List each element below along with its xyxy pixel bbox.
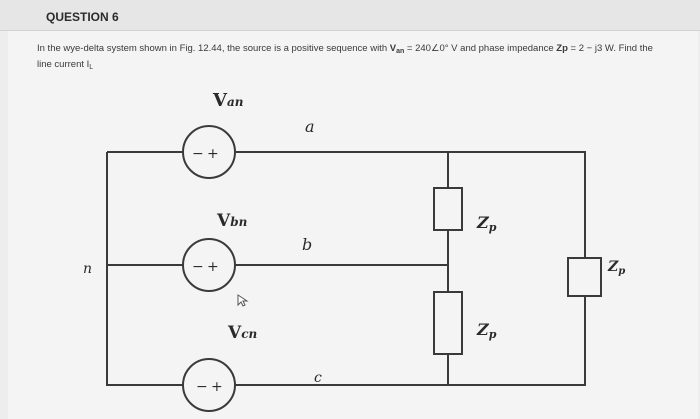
impedance-bc-label: Zp: [477, 320, 497, 341]
wire-c: [235, 296, 585, 385]
impedance-ca-box: [568, 258, 601, 296]
source-b-label: Vbn: [217, 211, 248, 231]
impedance-ca-label: $Z_p$: [608, 259, 626, 277]
source-c-label: Vcn: [228, 323, 258, 343]
impedance-ab-label: Zp: [477, 213, 497, 234]
zp-variable: Zp: [556, 43, 568, 54]
source-b-plus: +: [207, 259, 219, 275]
impedance-bc-box: [434, 292, 462, 354]
van-value: = 240∠0° V and phase impedance: [404, 43, 557, 54]
line-c-label: c: [314, 370, 322, 386]
wire-a: [107, 152, 585, 258]
zp-value: = 2 − j3 W. Find the: [567, 43, 653, 54]
source-c-minus: −: [196, 379, 208, 395]
question-text-part1: In the wye-delta system shown in Fig. 12.44, the source is a positive sequence with: [37, 43, 390, 54]
source-a-minus: −: [192, 146, 204, 162]
line-b-label: b: [302, 235, 313, 254]
il-subscript: L: [89, 64, 94, 71]
impedance-ab-box: [434, 188, 462, 230]
question-title: QUESTION 6: [46, 10, 119, 24]
source-c-plus: +: [211, 379, 223, 395]
question-text-part2: line current I: [37, 59, 90, 70]
mouse-cursor-icon: [238, 295, 247, 306]
source-a-plus: +: [207, 146, 219, 162]
van-subscript: an: [396, 48, 405, 55]
wire-n: [107, 152, 183, 385]
line-a-label: a: [305, 117, 315, 136]
source-a-label: Van: [213, 90, 244, 111]
source-b-minus: −: [192, 259, 204, 275]
van-variable: V: [389, 43, 397, 54]
source-c: [183, 359, 235, 411]
neutral-label: n: [83, 261, 93, 277]
